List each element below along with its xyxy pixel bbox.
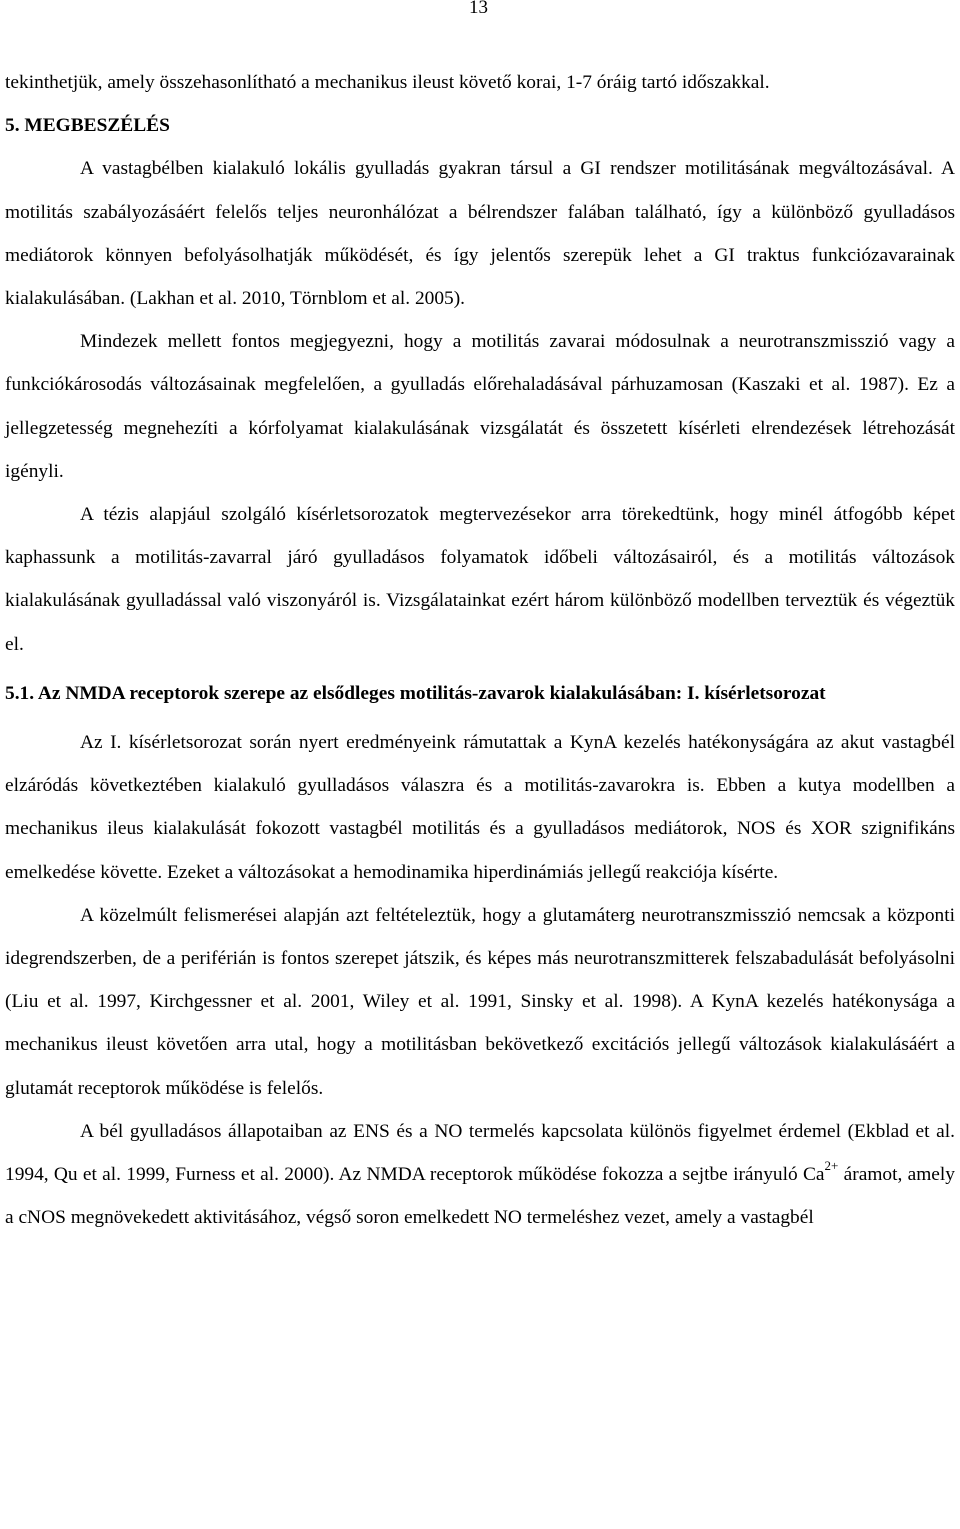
paragraph-ens-no-part-1: A bél gyulladásos állapotaiban az ENS és a NO termelés kapcsolata különös figyelmet érdemel (Ekblad et al. 1994, Qu et al. 1999, Furness et al. 2000). Az NMDA receptorok működése fokozza a sejtbe irányuló Ca [5, 1120, 955, 1186]
calcium-charge-superscript: 2+ [824, 1158, 839, 1174]
document-body [5, 61, 955, 1239]
paragraph-ens-no [5, 1110, 955, 1240]
section-heading-5: 5. MEGBESZÉLÉS [5, 115, 170, 137]
paragraph-glutamatergic: A közelmúlt felismerései alapján azt feltételeztük, hogy a glutamáterg neurotranszmisszió nemcsak a központi idegrendszerben, de a periférián is fontos szerepet játszik, és képes más neurotranszmitterek felszabadulását befolyásolni (Liu et al. 1997, Kirchgessner et al. 2001, Wiley et al. 1991, Sinsky et al. 1998). A KynA kezelés hatékonysága a mechanikus ileust követően arra utal, hogy a motilitásban bekövetkező excitációs jellegű változások kialakulásáért a glutamát receptorok működése is felelős. [5, 904, 955, 1099]
page-number: 13 [469, 0, 488, 18]
paragraph-intro: A vastagbélben kialakuló lokális gyulladás gyakran társul a GI rendszer motilitásának megváltozásával. A motilitás szabályozásáért felelős teljes neuronhálózat a bélrendszer falában található, így a különböző gyulladásos mediátorok könnyen befolyásolhatják működését, és így jelentős szerepük lehet a GI traktus funkciózavarainak kialakulásában. (Lakhan et al. 2010, Törnblom et al. 2005). [5, 158, 955, 310]
paragraph-results-1: Az I. kísérletsorozat során nyert eredményeink rámutattak a KynA kezelés hatékonyságára az akut vastagbél elzáródás következtében kialakuló gyulladásos válaszra és a motilitás-zavarokra is. Ebben a kutya modellben a mechanikus ileus kialakulását fokozott vastagbél motilitás és a gyulladásos mediátorok, NOS és XOR szignifikáns emelkedése követte. Ezeket a változásokat a hemodinamika hiperdinámiás jellegű reakciója kísérte. [5, 732, 955, 883]
paragraph-continuation: tekinthetjük, amely összehasonlítható a mechanikus ileust követő korai, 1-7 óráig tartó időszakkal. [5, 72, 770, 93]
paragraph-ens-no-part-2: áramot, amely a cNOS megnövekedett aktivitásához, végső soron emelkedett NO termeléshez vezet, amely a vastagbél [5, 1164, 955, 1229]
paragraph-thesis-design: A tézis alapjául szolgáló kísérletsorozatok megtervezésekor arra törekedtünk, hogy minél átfogóbb képet kaphassunk a motilitás-zavarral járó gyulladásos folyamatok időbeli változásairól, és a motilitás változások kialakulásának gyulladással való viszonyáról is. Vizsgálatainkat ezért három különböző modellben terveztük és végeztük el. [5, 504, 955, 655]
paragraph-motility: Mindezek mellett fontos megjegyezni, hogy a motilitás zavarai módosulnak a neurotranszmisszió vagy a funkciókárosodás változásainak megfelelően, a gyulladás előrehaladásával párhuzamosan (Kaszaki et al. 1987). Ez a jellegzetesség megnehezíti a kórfolyamat kialakulásának vizsgálatát és összetett kísérleti elrendezések létrehozását igényli. [5, 331, 955, 482]
section-heading-5-1: 5.1. Az NMDA receptorok szerepe az elsődleges motilitás-zavarok kialakulásában: I. kísérletsorozat [5, 682, 826, 704]
